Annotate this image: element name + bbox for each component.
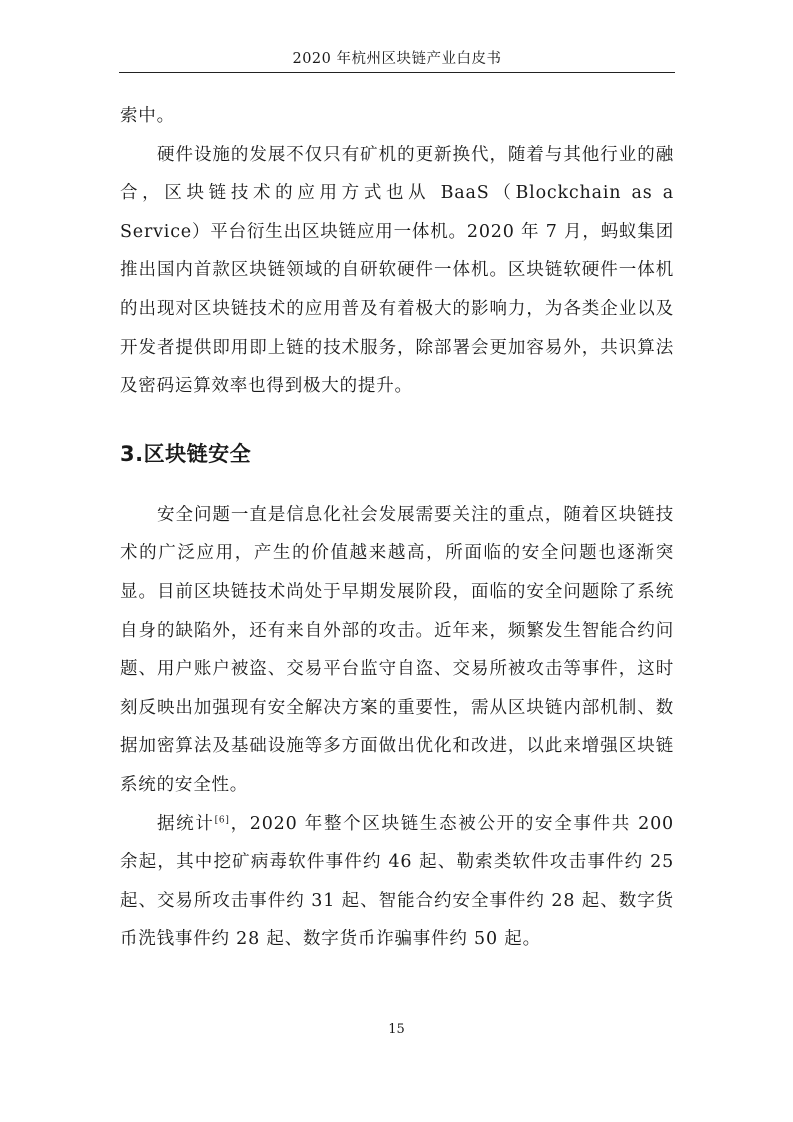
paragraph-statistics <box>120 805 674 959</box>
paragraph-hardware: 硬件设施的发展不仅只有矿机的更新换代，随着与其他行业的融合，区块链技术的应用方式也从 BaaS（Blockchain as a Service）平台衍生出区块链应用一体机。2020 年 7 月，蚂蚁集团推出国内首款区块链领域的自研软硬件一体机。区块链软硬件一体机的出现对区块链技术的应用普及有着极大的影响力，为各类企业以及开发者提供即用即上链的技术服务，除部署会更加容易外，共识算法及密码运算效率也得到极大的提升。 <box>120 144 674 397</box>
section-heading: 3.区块链安全 <box>120 441 252 466</box>
running-header: 2020 年杭州区块链产业白皮书 <box>292 51 502 67</box>
statistics-lead: 据统计 <box>157 813 215 834</box>
citation-marker: [6] <box>214 814 230 825</box>
paragraph-continuation: 索中。 <box>120 106 175 126</box>
header-rule <box>119 72 675 73</box>
page-body <box>120 97 674 959</box>
statistics-text: ，2020 年整个区块链生态被公开的安全事件共 200 余起，其中挖矿病毒软件事件约 46 起、勒索类软件攻击事件约 25 起、交易所攻击事件约 31 起、智能合约安全事件约 28 起、数字货币洗钱事件约 28 起、数字货币诈骗事件约 50 起。 <box>120 813 674 950</box>
page-number: 15 <box>388 1022 405 1037</box>
paragraph-security: 安全问题一直是信息化社会发展需要关注的重点，随着区块链技术的广泛应用，产生的价值越来越高，所面临的安全问题也逐渐突显。目前区块链技术尚处于早期发展阶段，面临的安全问题除了系统自身的缺陷外，还有来自外部的攻击。近年来，频繁发生智能合约问题、用户账户被盗、交易平台监守自盗、交易所被攻击等事件，这时刻反映出加强现有安全解决方案的重要性，需从区块链内部机制、数据加密算法及基础设施等多方面做出优化和改进，以此来增强区块链系统的安全性。 <box>120 504 674 795</box>
